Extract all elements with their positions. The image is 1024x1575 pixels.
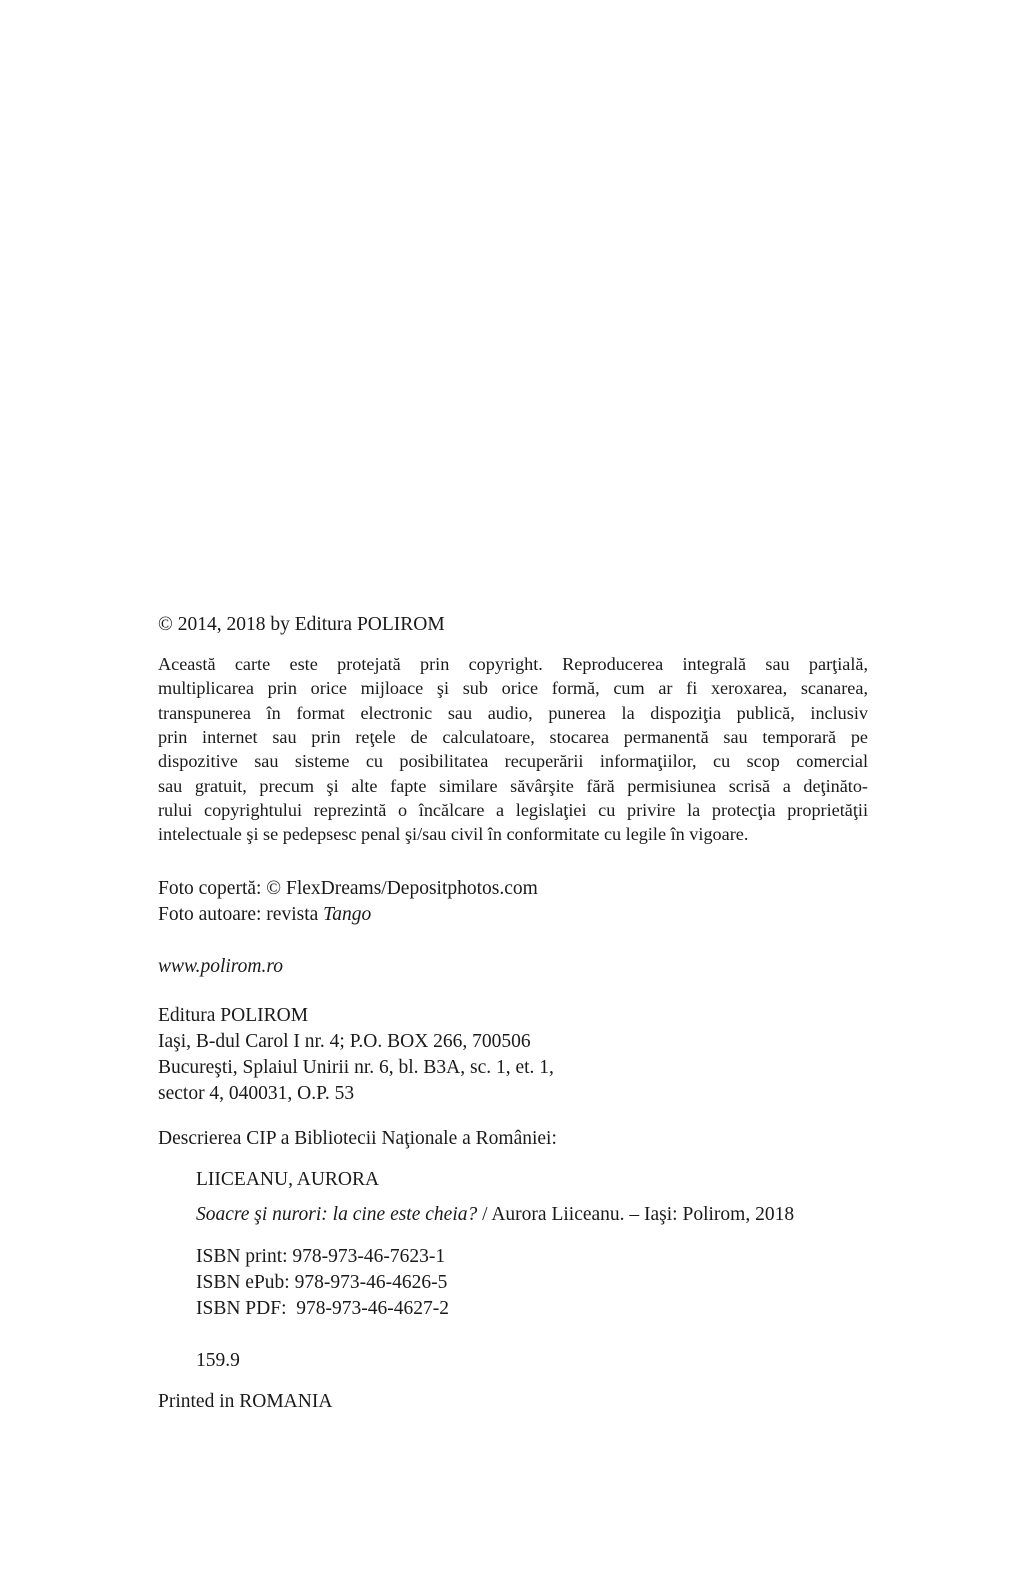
cip-title: Soacre şi nurori: la cine este cheia? <box>196 1204 478 1225</box>
address-bucuresti-sector: sector 4, 040031, O.P. 53 <box>158 1083 355 1104</box>
copyright-line-block <box>158 612 868 638</box>
publisher-name: Editura POLIROM <box>158 1005 309 1026</box>
notice-line: rului copyrightului reprezintă o încălcare a legislaţiei cu privire la protecţia proprietăţii <box>158 800 868 821</box>
cover-photo-credit: Foto copertă: © FlexDreams/Depositphotos.com <box>158 878 538 899</box>
publisher-address <box>158 1003 868 1107</box>
copyright-notice <box>158 652 868 847</box>
cip-author: LIICEANU, AURORA <box>196 1169 380 1190</box>
author-photo-credit-prefix: Foto autoare: revista <box>158 904 324 925</box>
isbn-epub: ISBN ePub: 978-973-46-4626-5 <box>196 1272 448 1293</box>
notice-line: Această carte este protejată prin copyright. Reproducerea integrală sau parţială, <box>158 654 868 674</box>
notice-line: intelectuale şi se pedepsesc penal şi/sau civil în conformitate cu legile în vigoare. <box>158 824 749 845</box>
isbn-print: ISBN print: 978-973-46-7623-1 <box>196 1246 446 1267</box>
printed-in: Printed in ROMANIA <box>158 1391 333 1412</box>
website-block <box>158 954 868 980</box>
address-bucuresti: Bucureşti, Splaiul Unirii nr. 6, bl. B3A, sc. 1, et. 1, <box>158 1057 554 1078</box>
notice-line: sau gratuit, precum şi alte fapte similare săvârşite fără permisiunea scrisă a deţinăto- <box>158 775 868 796</box>
photo-credits <box>158 876 868 928</box>
printed-block <box>158 1389 868 1415</box>
cip-heading: Descrierea CIP a Bibliotecii Naţionale a României: <box>158 1128 557 1149</box>
author-photo-magazine: Tango <box>323 904 372 925</box>
notice-line: dispozitive sau sisteme cu posibilitatea recuperării informaţiilor, cu scop comercial <box>158 751 868 772</box>
copyright-line: © 2014, 2018 by Editura POLIROM <box>158 614 445 635</box>
cip-title-line <box>196 1202 868 1228</box>
cip-author-block <box>196 1167 868 1193</box>
classification-block <box>196 1348 868 1374</box>
isbn-block <box>196 1244 868 1322</box>
website-link[interactable] <box>158 954 868 980</box>
author-photo-credit <box>158 902 868 928</box>
notice-line: prin internet sau prin reţele de calculatoare, stocarea permanentă sau temporară pe <box>158 727 868 748</box>
notice-line: multiplicarea prin orice mijloace şi sub orice formă, cum ar fi xeroxarea, scanarea, <box>158 678 868 699</box>
cip-title-block <box>196 1202 868 1228</box>
classification-number: 159.9 <box>196 1350 240 1371</box>
notice-line: transpunerea în format electronic sau audio, punerea la dispoziţia publică, inclusiv <box>158 702 868 723</box>
cip-title-rest: / Aurora Liiceanu. – Iaşi: Polirom, 2018 <box>477 1204 795 1225</box>
isbn-pdf: ISBN PDF: 978-973-46-4627-2 <box>196 1298 449 1319</box>
cip-heading-block <box>158 1126 868 1152</box>
website-text: www.polirom.ro <box>158 956 283 977</box>
address-iasi: Iaşi, B-dul Carol I nr. 4; P.O. BOX 266, 700506 <box>158 1031 531 1052</box>
